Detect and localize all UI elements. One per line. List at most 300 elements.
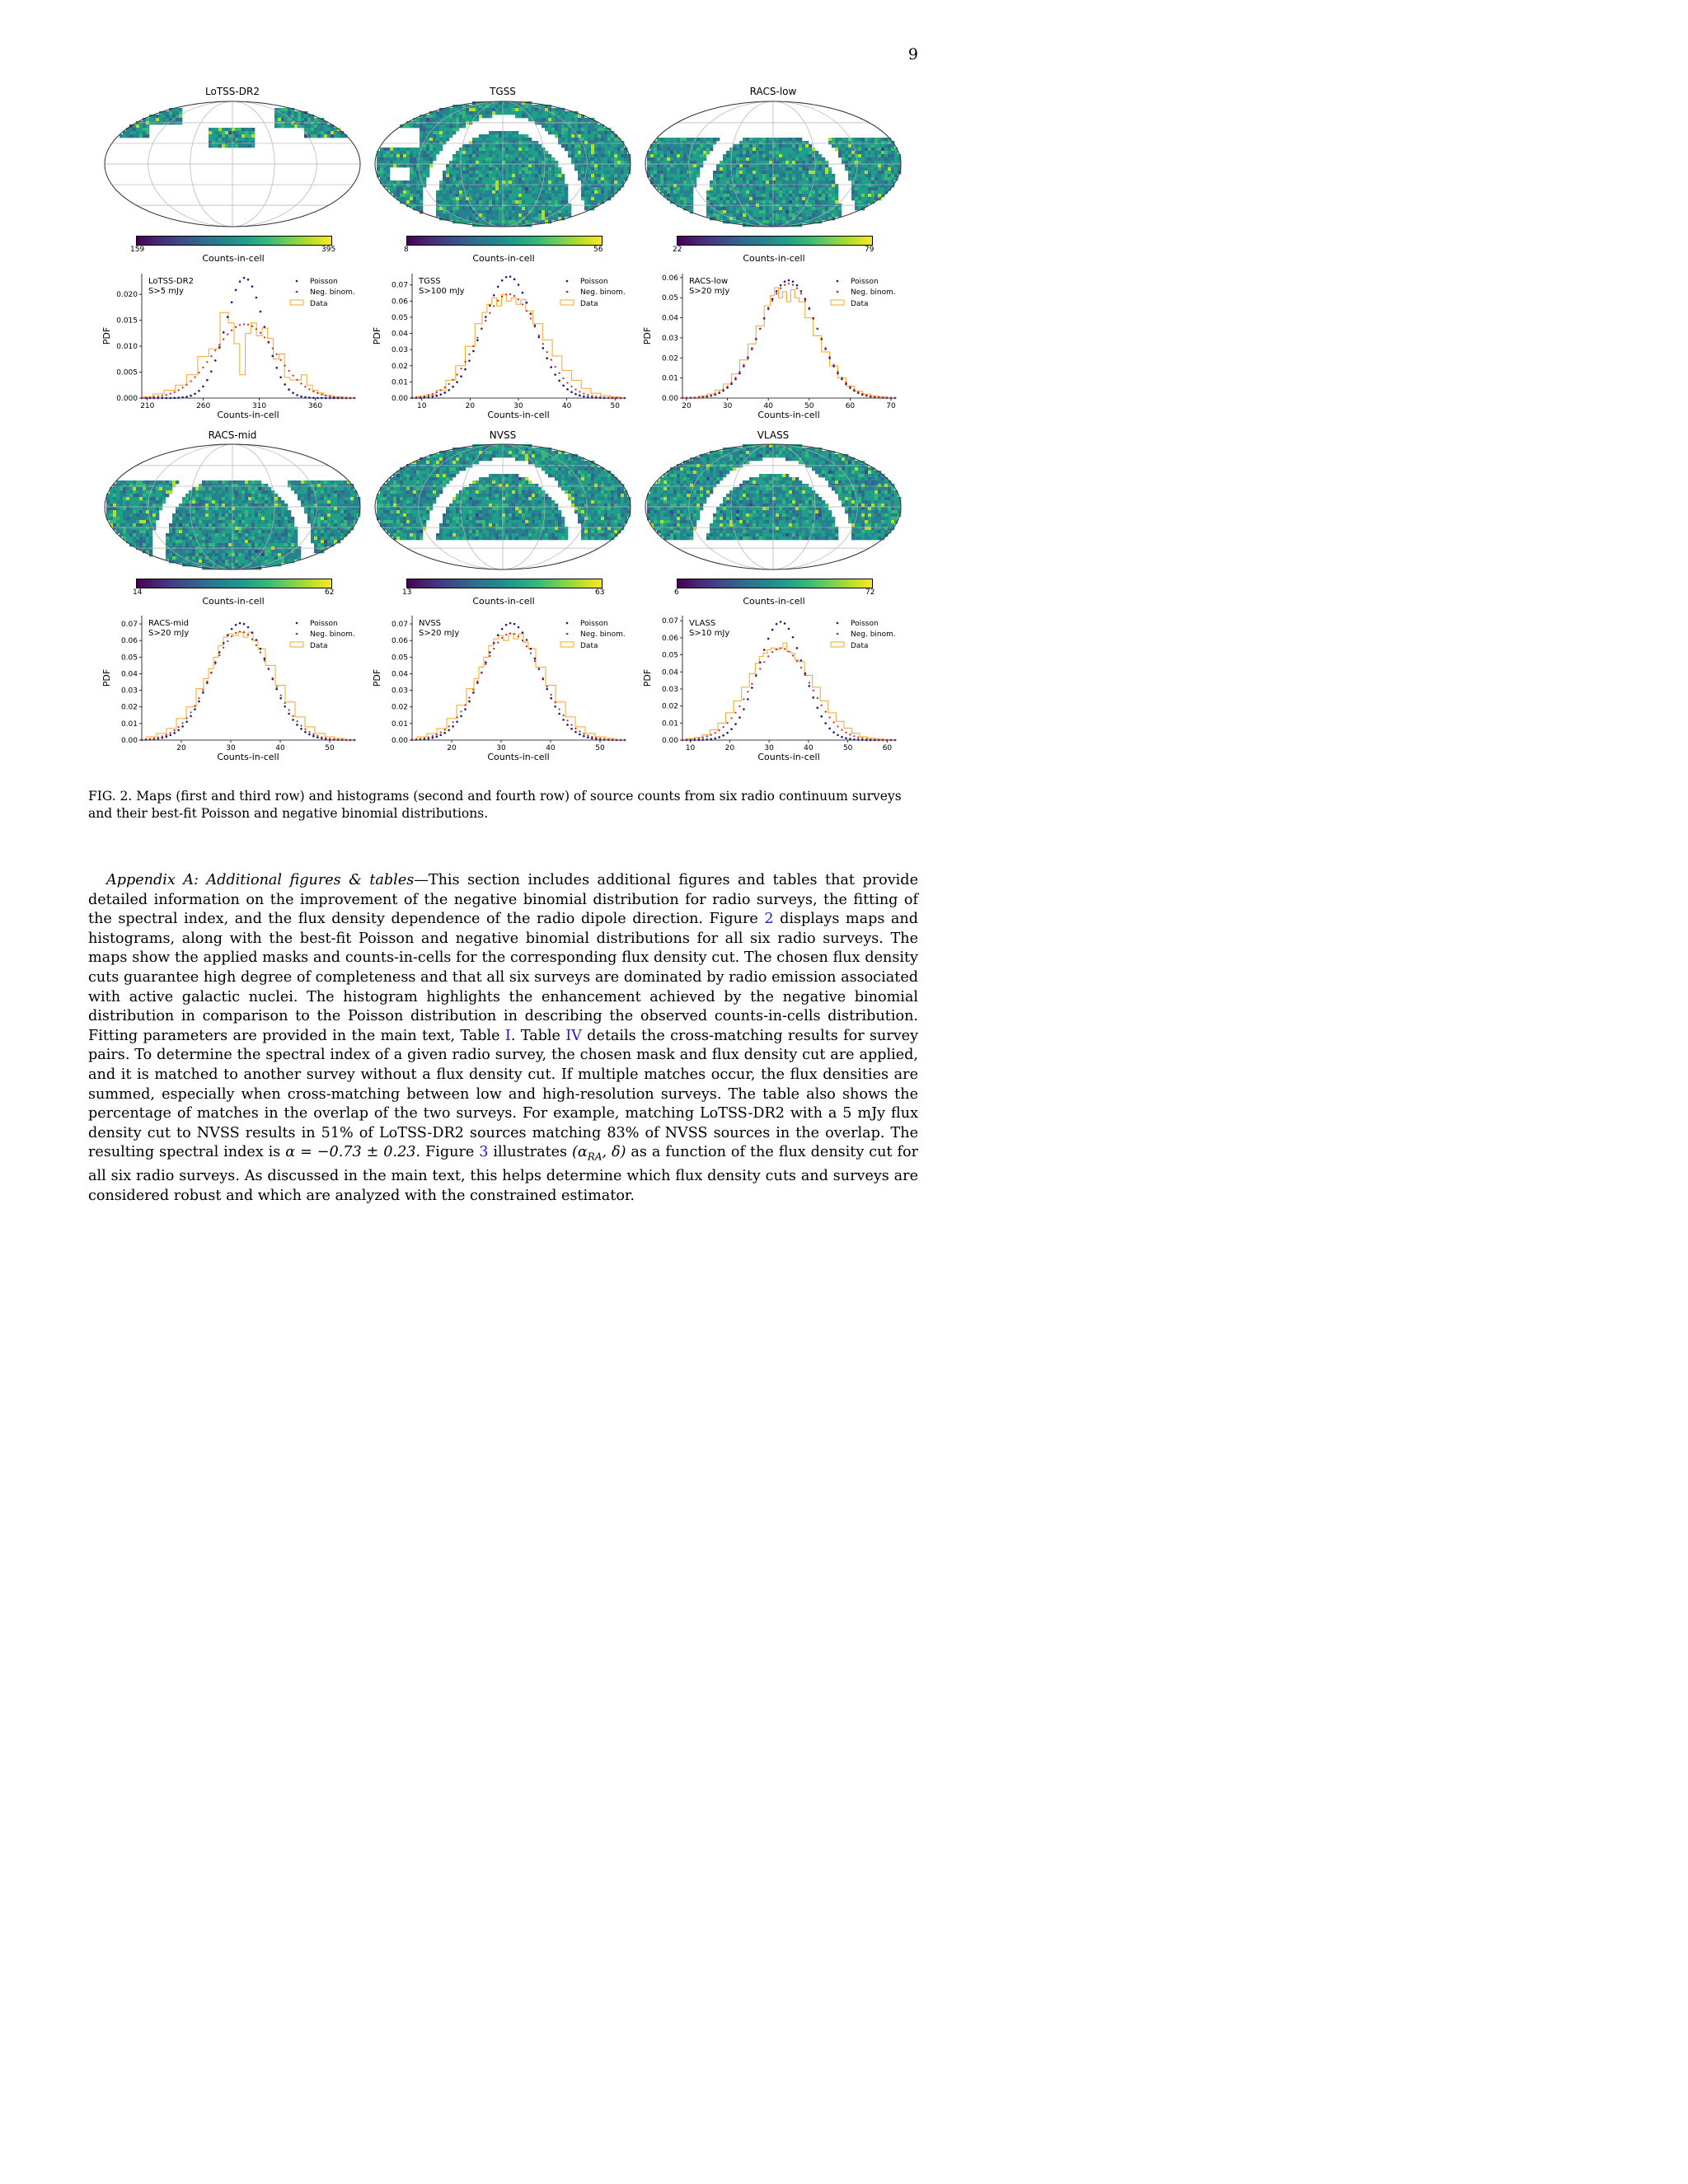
negbinom-point [304, 386, 306, 387]
legend-negbinom-label: Neg. binom. [580, 630, 626, 639]
negbinom-point [821, 705, 823, 706]
negbinom-point [825, 347, 827, 349]
poisson-point [570, 728, 573, 730]
poisson-point [308, 396, 311, 399]
negbinom-point [743, 698, 744, 700]
negbinom-point [264, 336, 265, 338]
map-pixels [647, 444, 901, 540]
negbinom-point [420, 738, 421, 739]
negbinom-point [247, 324, 249, 326]
negbinom-point [141, 738, 143, 740]
negbinom-point [841, 377, 842, 378]
x-tick-label: 20 [447, 744, 457, 752]
poisson-point [501, 628, 504, 630]
negbinom-point [763, 661, 765, 663]
poisson-point [185, 396, 188, 398]
math-expression: , δ) [602, 1144, 626, 1161]
page-number: 9 [907, 45, 918, 63]
poisson-point [296, 724, 298, 726]
poisson-point [435, 736, 438, 738]
map-pixels [377, 444, 631, 540]
negbinom-point [256, 328, 257, 330]
negbinom-point [817, 328, 818, 330]
negbinom-point [210, 672, 212, 673]
negbinom-point [542, 343, 544, 344]
poisson-point [325, 397, 327, 400]
negbinom-point [690, 738, 692, 740]
poisson-point [497, 634, 499, 636]
poisson-point [497, 286, 499, 288]
y-tick-label: 0.04 [391, 330, 408, 339]
negbinom-point [882, 739, 884, 741]
poisson-point [271, 355, 274, 358]
x-tick-label: 50 [610, 402, 620, 410]
negbinom-point [468, 354, 470, 355]
poisson-point [300, 396, 302, 398]
negbinom-point [206, 361, 208, 363]
negbinom-point [723, 389, 724, 391]
negbinom-point [452, 721, 454, 723]
legend-negbinom-marker [837, 633, 839, 635]
poisson-point [579, 395, 581, 397]
negbinom-point [845, 382, 846, 383]
colorbar-max: 56 [593, 246, 603, 254]
negbinom-point [607, 738, 609, 740]
negbinom-point [182, 722, 184, 724]
poisson-point [828, 728, 831, 730]
legend-negbinom-label: Neg. binom. [310, 288, 355, 297]
table-ref-link[interactable]: I [504, 1027, 511, 1044]
negbinom-point [771, 651, 773, 653]
negbinom-point [825, 710, 827, 712]
poisson-point [218, 346, 221, 349]
appendix-paragraph [88, 871, 918, 1207]
negbinom-point [526, 310, 528, 312]
legend-poisson-marker [296, 622, 298, 625]
negbinom-point [354, 397, 355, 399]
negbinom-point [260, 651, 261, 653]
negbinom-point [243, 323, 245, 325]
colorbar-min: 8 [404, 246, 409, 254]
negbinom-point [485, 663, 486, 665]
negbinom-point [706, 396, 708, 397]
negbinom-point [800, 667, 802, 668]
poisson-point [702, 738, 705, 741]
x-tick-label: 30 [722, 402, 733, 410]
negbinom-point [719, 391, 720, 393]
negbinom-point [280, 359, 282, 361]
negbinom-point [256, 644, 257, 646]
y-tick-label: 0.05 [661, 651, 678, 660]
y-tick-label: 0.00 [391, 737, 408, 745]
negbinom-point [865, 738, 867, 739]
negbinom-point [288, 709, 290, 710]
negbinom-point [542, 677, 544, 679]
poisson-point [767, 638, 770, 640]
negbinom-point [857, 737, 859, 738]
negbinom-point [734, 712, 736, 714]
negbinom-point [530, 652, 532, 654]
sky-map-lotss [103, 98, 362, 230]
negbinom-point [354, 739, 355, 741]
map-title: TGSS [490, 86, 516, 97]
x-tick-label: 50 [804, 402, 814, 410]
poisson-point [804, 673, 807, 675]
poisson-point [550, 697, 552, 700]
em-dash: — [414, 872, 429, 888]
negbinom-point [452, 379, 454, 381]
poisson-point [177, 396, 180, 399]
negbinom-point [751, 347, 753, 349]
y-tick-label: 0.020 [116, 291, 138, 300]
poisson-point [472, 691, 475, 694]
negbinom-point [509, 632, 511, 634]
negbinom-point [194, 377, 195, 378]
x-tick-label: 30 [496, 744, 506, 752]
map-title: RACS-mid [208, 429, 257, 441]
poisson-point [566, 724, 569, 726]
poisson-point [304, 731, 307, 733]
poisson-point [181, 396, 184, 399]
negbinom-point [268, 668, 270, 670]
flux-cut-label: S>5 mJy [148, 287, 184, 296]
negbinom-point [235, 632, 237, 634]
negbinom-point [223, 647, 224, 649]
x-tick-label: 30 [226, 744, 236, 752]
histogram-racs-low [629, 269, 901, 424]
poisson-point [235, 624, 237, 626]
negbinom-point [747, 356, 748, 358]
y-tick-label: 0.015 [116, 316, 138, 326]
negbinom-point [780, 288, 781, 289]
negbinom-point [579, 391, 580, 392]
x-tick-label: 50 [325, 744, 335, 752]
negbinom-point [251, 638, 253, 640]
poisson-point [279, 697, 282, 700]
x-tick-label: 50 [842, 744, 853, 752]
negbinom-point [853, 735, 855, 737]
legend-poisson-label: Poisson [310, 278, 338, 286]
negbinom-point [715, 732, 716, 733]
negbinom-point [857, 391, 859, 393]
negbinom-point [591, 736, 593, 738]
negbinom-point [603, 396, 605, 398]
poisson-point [312, 396, 315, 399]
colorbar-max: 72 [865, 588, 875, 597]
poisson-point [292, 391, 294, 394]
poisson-point [456, 381, 458, 383]
y-tick-label: 0.06 [120, 637, 138, 646]
negbinom-point [509, 293, 511, 295]
negbinom-point [620, 739, 621, 741]
poisson-point [227, 634, 229, 636]
poisson-point [288, 388, 290, 391]
negbinom-point [304, 729, 306, 730]
negbinom-point [489, 655, 490, 657]
poisson-point [489, 651, 491, 654]
poisson-point [321, 397, 323, 400]
x-tick-label: 40 [561, 402, 572, 410]
negbinom-point [415, 738, 417, 740]
y-tick-label: 0.01 [661, 719, 678, 729]
table-ref-link[interactable]: IV [565, 1027, 582, 1044]
poisson-point [784, 622, 786, 625]
colorbar-label: Counts-in-cell [743, 253, 805, 264]
negbinom-point [759, 668, 761, 669]
flux-cut-label: S>10 mJy [689, 629, 730, 638]
poisson-point [275, 688, 278, 691]
survey-label: RACS-low [689, 277, 729, 286]
negbinom-point [587, 734, 588, 736]
negbinom-point [538, 668, 540, 670]
poisson-point [256, 639, 258, 641]
poisson-point [288, 713, 290, 715]
map-title: NVSS [489, 429, 517, 441]
legend-negbinom-label: Neg. binom. [310, 630, 355, 639]
poisson-point [861, 738, 864, 741]
negbinom-point [837, 371, 838, 373]
math-subscript: RA [587, 1151, 603, 1163]
negbinom-point [865, 394, 867, 396]
colorbar-min: 14 [133, 588, 143, 597]
poisson-point [464, 368, 467, 371]
poisson-point [566, 388, 569, 391]
negbinom-point [280, 695, 282, 696]
negbinom-point [817, 697, 818, 699]
x-tick-label: 40 [804, 744, 814, 752]
poisson-point [243, 277, 246, 279]
y-axis-label: PDF [642, 326, 653, 345]
map-pixels [647, 138, 901, 227]
negbinom-point [153, 738, 155, 739]
poisson-point [468, 359, 471, 362]
negbinom-point [497, 642, 499, 644]
negbinom-point [296, 720, 298, 722]
negbinom-point [890, 397, 892, 399]
negbinom-point [493, 648, 495, 649]
negbinom-point [620, 397, 621, 399]
negbinom-point [497, 300, 499, 302]
y-tick-label: 0.03 [120, 687, 138, 696]
poisson-point [574, 393, 577, 396]
poisson-point [812, 696, 814, 699]
negbinom-point [415, 396, 417, 398]
figure-ref-link[interactable]: 2 [764, 911, 774, 928]
negbinom-point [551, 359, 552, 360]
y-tick-label: 0.05 [120, 654, 138, 663]
negbinom-point [734, 377, 736, 378]
poisson-point [816, 707, 818, 710]
poisson-point [771, 298, 774, 301]
poisson-point [493, 642, 495, 644]
x-axis-label: Counts-in-cell [487, 752, 550, 762]
negbinom-point [821, 338, 823, 340]
poisson-point [231, 628, 233, 630]
negbinom-point [505, 293, 507, 295]
poisson-point [202, 386, 204, 388]
negbinom-point [472, 345, 474, 347]
poisson-point [714, 738, 716, 740]
negbinom-point [853, 389, 855, 391]
poisson-point [165, 397, 167, 400]
negbinom-point [522, 640, 523, 641]
negbinom-point [214, 663, 216, 664]
data-histogram [687, 643, 891, 740]
negbinom-point [436, 391, 438, 393]
negbinom-point [223, 339, 224, 340]
poisson-point [194, 708, 196, 710]
poisson-point [169, 397, 171, 400]
negbinom-point [284, 364, 286, 366]
poisson-point [329, 397, 331, 400]
sky-map-vlass [644, 441, 903, 573]
poisson-point [820, 715, 823, 718]
negbinom-point [145, 396, 147, 398]
negbinom-point [316, 392, 318, 394]
map-title: VLASS [757, 429, 790, 441]
x-tick-label: 10 [685, 744, 696, 752]
poisson-point [763, 649, 766, 651]
x-tick-label: 210 [140, 402, 155, 410]
negbinom-point [690, 397, 692, 399]
poisson-point [464, 708, 467, 710]
poisson-point [771, 629, 774, 631]
negbinom-point [730, 382, 732, 383]
y-tick-label: 0.07 [661, 617, 678, 626]
negbinom-point [243, 631, 245, 633]
legend-poisson-marker [566, 280, 569, 283]
negbinom-point [792, 284, 794, 286]
map-title: RACS-low [749, 86, 797, 97]
negbinom-point [185, 384, 187, 386]
poisson-point [554, 373, 556, 376]
poisson-point [243, 623, 246, 626]
y-tick-label: 0.00 [391, 395, 408, 403]
poisson-point [574, 731, 577, 733]
negbinom-point [559, 708, 560, 710]
legend-data-marker [290, 642, 303, 647]
negbinom-point [551, 694, 552, 696]
negbinom-point [874, 738, 875, 740]
negbinom-point [288, 370, 290, 372]
legend-negbinom-marker [837, 291, 839, 293]
negbinom-point [513, 633, 515, 635]
legend-negbinom-marker [566, 633, 569, 635]
negbinom-point [227, 334, 228, 335]
appendix-heading: Appendix A: Additional figures & tables [106, 872, 415, 888]
negbinom-point [210, 355, 212, 357]
y-tick-label: 0.03 [661, 334, 678, 343]
negbinom-point [251, 326, 253, 327]
negbinom-point [813, 690, 814, 691]
negbinom-point [432, 735, 434, 737]
colorbar-label: Counts-in-cell [202, 253, 265, 264]
negbinom-point [759, 328, 761, 330]
x-tick-label: 30 [513, 402, 523, 410]
negbinom-point [841, 729, 842, 730]
y-tick-label: 0.01 [391, 719, 408, 729]
negbinom-point [239, 630, 241, 632]
legend-negbinom-marker [296, 291, 298, 293]
legend-data-marker [560, 300, 574, 305]
negbinom-point [325, 395, 326, 396]
negbinom-point [813, 318, 814, 320]
negbinom-point [153, 396, 155, 398]
poisson-point [809, 685, 811, 687]
negbinom-point [570, 386, 572, 387]
x-axis-label: Counts-in-cell [217, 752, 279, 762]
poisson-point [493, 294, 495, 297]
negbinom-point [329, 738, 331, 739]
y-tick-label: 0.01 [120, 719, 138, 729]
negbinom-point [738, 371, 740, 373]
poisson-point [562, 385, 565, 387]
appendix-text: illustrates [488, 1144, 573, 1161]
poisson-point [264, 326, 266, 328]
poisson-point [239, 280, 241, 283]
negbinom-point [227, 640, 228, 642]
negbinom-point [743, 364, 744, 366]
y-tick-label: 0.02 [391, 703, 408, 712]
negbinom-point [190, 711, 191, 713]
negbinom-point [194, 705, 195, 706]
x-axis-label: Counts-in-cell [757, 410, 820, 420]
negbinom-point [607, 396, 609, 398]
poisson-point [177, 729, 180, 732]
negbinom-point [832, 364, 834, 366]
legend-poisson-marker [566, 622, 569, 625]
negbinom-point [428, 736, 429, 738]
negbinom-point [710, 734, 712, 736]
negbinom-point [796, 288, 798, 289]
negbinom-point [518, 298, 519, 300]
negbinom-point [555, 366, 556, 368]
legend-data-label: Data [580, 642, 598, 650]
legend-poisson-marker [296, 280, 298, 283]
negbinom-point [420, 396, 421, 397]
poisson-point [824, 722, 827, 724]
poisson-point [738, 716, 741, 719]
x-tick-label: 40 [546, 744, 556, 752]
negbinom-point [723, 726, 724, 728]
negbinom-point [686, 738, 687, 740]
negbinom-point [719, 729, 720, 731]
negbinom-point [595, 396, 597, 397]
colorbar-max: 62 [325, 588, 335, 597]
negbinom-point [485, 320, 486, 321]
poisson-point [428, 396, 430, 399]
legend-negbinom-label: Neg. binom. [580, 288, 626, 297]
negbinom-point [476, 337, 478, 339]
poisson-point [710, 738, 712, 740]
survey-label: NVSS [419, 619, 442, 628]
data-histogram [417, 294, 620, 398]
negbinom-point [411, 738, 413, 740]
negbinom-point [767, 655, 769, 657]
negbinom-point [624, 739, 626, 741]
poisson-point [722, 734, 724, 737]
poisson-point [734, 723, 737, 725]
poisson-point [845, 737, 847, 739]
negbinom-point [333, 738, 335, 740]
figure-ref-link[interactable]: 3 [479, 1144, 489, 1161]
poisson-point [558, 713, 560, 715]
poisson-point [251, 631, 254, 634]
negbinom-point [788, 650, 790, 652]
sky-map-racs-low [644, 98, 903, 230]
poisson-point [718, 736, 720, 738]
negbinom-point [566, 382, 568, 383]
